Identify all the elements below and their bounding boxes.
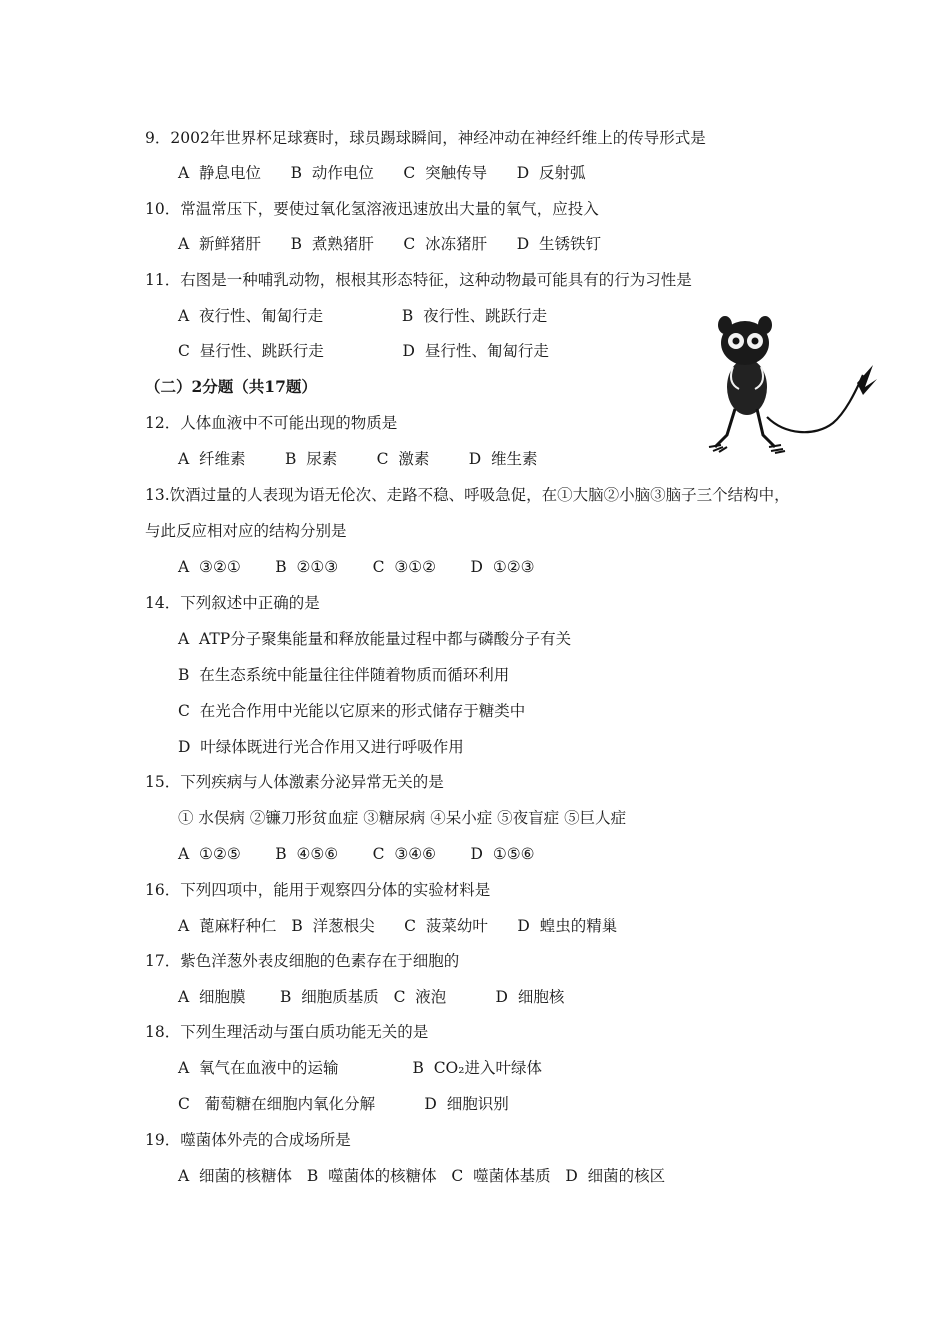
section-title: （二）2分题（共17题） [145, 377, 317, 396]
question-13-options: A ③②① B ②①③ C ③①② D ①②③ [178, 558, 535, 576]
question-11-stem: 11．右图是一种哺乳动物，根根其形态特征，这种动物最可能具有的行为习性是 [145, 271, 692, 289]
question-13-stem: 13.饮酒过量的人表现为语无伦次、走路不稳、呼吸急促，在①大脑②小脑③脑子三个结构中， [145, 486, 790, 504]
question-12-stem: 12．人体血液中不可能出现的物质是 [145, 414, 398, 432]
question-19-options: A 细菌的核糖体 B 噬菌体的核糖体 C 噬菌体基质 D 细菌的核区 [178, 1167, 666, 1185]
question-18-stem: 18．下列生理活动与蛋白质功能无关的是 [145, 1023, 429, 1041]
question-19-stem: 19．噬菌体外壳的合成场所是 [145, 1131, 351, 1149]
question-18-options-row2: C 葡萄糖在细胞内氧化分解 D 细胞识别 [178, 1095, 509, 1113]
question-12-options: A 纤维素 B 尿素 C 激素 D 维生素 [178, 450, 538, 468]
question-13-stem-cont: 与此反应相对应的结构分别是 [145, 522, 347, 540]
question-14-option-c: C 在光合作用中光能以它原来的形式储存于糖类中 [178, 702, 526, 720]
question-18-options-row1: A 氧气在血液中的运输 B CO₂进入叶绿体 [178, 1059, 542, 1077]
question-9-options: A 静息电位 B 动作电位 C 突触传导 D 反射弧 [178, 164, 586, 182]
question-17-stem: 17．紫色洋葱外表皮细胞的色素存在于细胞的 [145, 952, 460, 970]
question-9-stem: 9．2002年世界杯足球赛时，球员踢球瞬间，神经冲动在神经纤维上的传导形式是 [145, 129, 706, 147]
question-15-list: ① 水俣病 ②镰刀形贫血症 ③糖尿病 ④呆小症 ⑤夜盲症 ⑤巨人症 [178, 809, 627, 827]
question-14-option-d: D 叶绿体既进行光合作用又进行呼吸作用 [178, 738, 464, 756]
question-16-stem: 16．下列四项中，能用于观察四分体的实验材料是 [145, 881, 491, 899]
question-14-stem: 14．下列叙述中正确的是 [145, 594, 320, 612]
question-16-options: A 蓖麻籽种仁 B 洋葱根尖 C 菠菜幼叶 D 蝗虫的精巢 [178, 917, 618, 935]
tarsier-illustration [705, 305, 880, 455]
question-15-stem: 15．下列疾病与人体激素分泌异常无关的是 [145, 773, 444, 791]
question-10-options: A 新鲜猪肝 B 煮熟猪肝 C 冰冻猪肝 D 生锈铁钉 [178, 235, 601, 253]
question-11-options-row1: A 夜行性、匍匐行走 B 夜行性、跳跃行走 [178, 307, 548, 325]
question-14-option-a: A ATP分子聚集能量和释放能量过程中都与磷酸分子有关 [178, 630, 572, 648]
question-15-options: A ①②⑤ B ④⑤⑥ C ③④⑥ D ①⑤⑥ [178, 845, 535, 863]
question-11-options-row2: C 昼行性、跳跃行走 D 昼行性、匍匐行走 [178, 342, 549, 360]
question-17-options: A 细胞膜 B 细胞质基质 C 液泡 D 细胞核 [178, 988, 565, 1006]
question-14-option-b: B 在生态系统中能量往往伴随着物质而循环利用 [178, 666, 510, 684]
question-10-stem: 10．常温常压下，要使过氧化氢溶液迅速放出大量的氧气，应投入 [145, 200, 599, 218]
